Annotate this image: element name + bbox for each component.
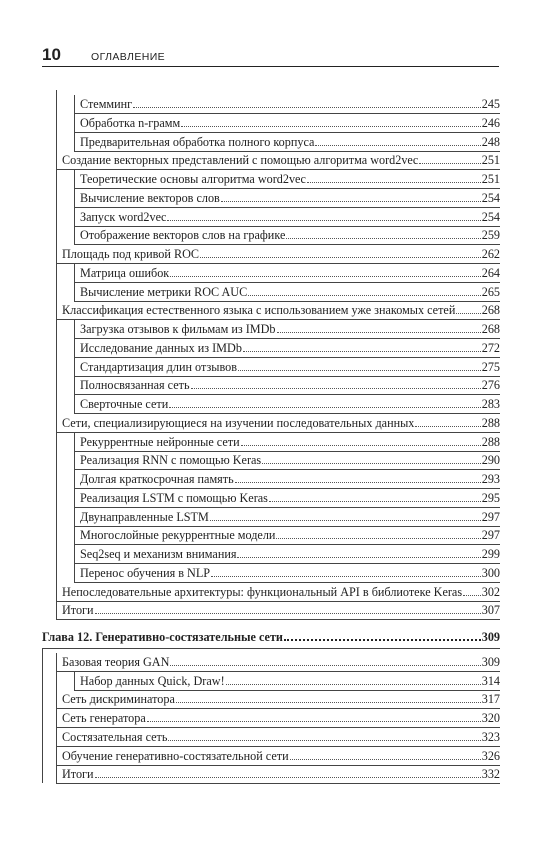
toc-entry-page: 300 <box>481 565 500 580</box>
dot-leader <box>167 219 480 221</box>
toc-entry-page: 248 <box>481 134 500 149</box>
toc-entry <box>62 584 500 600</box>
toc-entry-page: 307 <box>481 603 500 618</box>
tree-vertical-line <box>74 564 75 583</box>
dot-leader <box>276 537 480 539</box>
tree-vertical-line <box>42 648 43 783</box>
toc-entry <box>62 691 500 707</box>
toc-entry-title: Набор данных Quick, Draw! <box>80 673 225 688</box>
toc-entry-title: Матрица ошибок <box>80 265 170 280</box>
dot-leader <box>221 200 481 202</box>
dot-leader <box>235 481 481 483</box>
toc-entry-title: Сверточные сети <box>80 397 169 411</box>
tree-vertical-line <box>74 508 75 527</box>
tree-horizontal-line <box>74 488 500 489</box>
toc-entry-page: 251 <box>481 153 500 168</box>
dot-leader <box>95 612 481 614</box>
toc-entry <box>80 190 500 206</box>
toc-entry <box>80 115 500 131</box>
tree-horizontal-line <box>74 582 500 583</box>
toc-entry <box>80 546 500 562</box>
toc-entry-title: Сеть генератора <box>62 711 146 725</box>
tree-vertical-line <box>74 320 75 339</box>
tree-vertical-line <box>74 489 75 508</box>
toc-entry-title: Базовая теория GAN <box>62 654 170 669</box>
tree-vertical-line <box>74 95 75 114</box>
page-header <box>42 46 499 67</box>
toc-entry-page: 283 <box>481 397 500 411</box>
toc-entry <box>80 134 500 150</box>
toc-entry-title: Реализация LSTM с помощью Keras <box>80 490 268 505</box>
tree-horizontal-line <box>74 151 500 152</box>
tree-vertical-line <box>74 170 75 189</box>
dot-leader <box>226 683 481 685</box>
tree-horizontal-line <box>74 563 500 564</box>
toc-entry-page: 259 <box>481 228 500 243</box>
toc-entry-page: 309 <box>481 654 500 669</box>
toc-entry-title: Сети, специализирующиеся на изучении последовательных данных <box>62 415 415 430</box>
dot-leader <box>415 425 480 427</box>
toc-entry-page: 295 <box>481 490 500 505</box>
dot-leader <box>284 638 481 641</box>
toc-entry-title: Площадь под кривой ROC <box>62 247 200 261</box>
tree-horizontal-line <box>56 169 500 170</box>
toc-entry-page: 297 <box>481 528 500 543</box>
tree-horizontal-line <box>56 319 500 320</box>
tree-vertical-line <box>74 395 75 414</box>
dot-leader <box>133 106 481 108</box>
toc-entry-title: Исследование данных из IMDb <box>80 340 242 355</box>
dot-leader <box>238 369 481 371</box>
toc-entry <box>62 654 500 670</box>
toc-entry-page: 264 <box>481 265 500 280</box>
tree-horizontal-line <box>56 746 500 747</box>
toc-entry-page: 297 <box>481 509 500 524</box>
dot-leader <box>191 387 481 389</box>
tree-vertical-line <box>74 433 75 452</box>
toc-entry-title: Долгая краткосрочная память <box>80 472 234 486</box>
dot-leader <box>269 500 481 502</box>
toc-entry-page: 251 <box>481 172 500 186</box>
toc-entry-title: Отображение векторов слов на графике <box>80 228 286 243</box>
running-head: ОГЛАВЛЕНИЕ <box>91 51 166 63</box>
toc-entry-title: Полносвязанная сеть <box>80 378 190 393</box>
toc-entry-page: 246 <box>481 115 500 130</box>
toc-entry-page: 288 <box>481 415 500 430</box>
toc-entry-title: Обучение генеративно-состязательной сети <box>62 748 289 763</box>
toc-entry-title: Сеть дискриминатора <box>62 692 175 707</box>
toc-entry <box>80 452 500 468</box>
toc-entry <box>80 209 500 225</box>
dot-leader <box>290 758 481 760</box>
toc-entry-title: Двунаправленные LSTM <box>80 509 209 524</box>
toc-entry <box>62 246 500 262</box>
tree-vertical-line <box>74 376 75 395</box>
toc-entry <box>62 152 500 168</box>
toc-entry <box>80 321 500 337</box>
toc-entry-title: Многослойные рекуррентные модели <box>80 528 276 543</box>
toc-entry-page: 276 <box>481 378 500 393</box>
dot-leader <box>168 739 480 741</box>
dot-leader <box>243 350 481 352</box>
toc-entry-title: Предварительная обработка полного корпуса <box>80 134 315 149</box>
dot-leader <box>237 556 480 558</box>
toc-entry-page: 262 <box>481 247 500 261</box>
toc-entry <box>80 396 500 412</box>
tree-vertical-line <box>74 226 75 245</box>
tree-horizontal-line <box>74 469 500 470</box>
tree-horizontal-line <box>74 526 500 527</box>
dot-leader <box>170 275 481 277</box>
toc-entry <box>80 265 500 281</box>
tree-horizontal-line <box>74 690 500 691</box>
toc-entry-title: Перенос обучения в NLP <box>80 565 211 580</box>
tree-horizontal-line <box>74 113 500 114</box>
toc-entry-page: 254 <box>481 209 500 224</box>
tree-horizontal-line <box>74 357 500 358</box>
toc-entry-title: Итоги <box>62 603 94 618</box>
toc-entry-title: Вычисление векторов слов <box>80 190 220 205</box>
dot-leader <box>419 162 480 164</box>
toc-entry <box>80 509 500 525</box>
tree-vertical-line <box>56 653 57 784</box>
tree-horizontal-line <box>42 648 500 649</box>
toc-entry-page: 265 <box>481 284 500 299</box>
tree-vertical-line <box>74 283 75 302</box>
toc-entry <box>80 565 500 581</box>
toc-entry <box>62 415 500 431</box>
dot-leader <box>307 181 481 183</box>
tree-horizontal-line <box>74 451 500 452</box>
toc-entry-title: Seq2seq и механизм внимания <box>80 547 237 561</box>
tree-horizontal-line <box>56 263 500 264</box>
dot-leader <box>463 594 481 596</box>
dot-leader <box>277 331 481 333</box>
tree-horizontal-line <box>56 727 500 728</box>
dot-leader <box>211 575 481 577</box>
toc-entry-title: Рекуррентные нейронные сети <box>80 434 240 449</box>
toc-entry-title: Загрузка отзывов к фильмам из IMDb <box>80 322 276 336</box>
toc-entry <box>80 96 500 112</box>
toc-entry-page: 268 <box>481 303 500 318</box>
toc-entry-page: 302 <box>481 584 500 599</box>
dot-leader <box>200 256 481 258</box>
toc-entry-title: Обработка n-грамм <box>80 115 181 130</box>
toc-entry-page: 268 <box>481 322 500 336</box>
tree-vertical-line <box>74 189 75 208</box>
dot-leader <box>286 237 480 239</box>
tree-horizontal-line <box>74 207 500 208</box>
toc-entry-page: 326 <box>481 748 500 763</box>
tree-horizontal-line <box>56 783 500 784</box>
toc-entry <box>80 359 500 375</box>
toc-entry <box>80 434 500 450</box>
tree-vertical-line <box>74 114 75 133</box>
tree-horizontal-line <box>74 544 500 545</box>
toc-entry <box>80 527 500 543</box>
toc-entry-page: 314 <box>481 673 500 688</box>
tree-vertical-line <box>74 133 75 152</box>
toc-entry <box>80 377 500 393</box>
dot-leader <box>456 312 480 314</box>
tree-horizontal-line <box>74 376 500 377</box>
toc-entry <box>62 729 500 745</box>
toc-entry <box>80 284 500 300</box>
toc-entry-page: 290 <box>481 453 500 468</box>
toc-entry-title: Непоследовательные архитектуры: функциональный API в библиотеке Keras <box>62 584 463 599</box>
toc-entry-page: 275 <box>481 359 500 374</box>
toc-entry <box>80 673 500 689</box>
toc-entry-title: Стемминг <box>80 97 133 111</box>
dot-leader <box>315 144 480 146</box>
tree-horizontal-line <box>74 301 500 302</box>
tree-horizontal-line <box>74 132 500 133</box>
toc-entry <box>80 340 500 356</box>
toc-entry-title: Глава 12. Генеративно-состязательные сети <box>42 630 283 644</box>
toc-entry-page: 288 <box>481 434 500 449</box>
tree-vertical-line <box>74 545 75 564</box>
toc-entry <box>62 748 500 764</box>
dot-leader <box>210 519 481 521</box>
dot-leader <box>170 664 480 666</box>
toc-entry-title: Стандартизация длин отзывов <box>80 359 237 374</box>
toc-entry <box>62 710 500 726</box>
tree-vertical-line <box>74 672 75 691</box>
toc-entry-page: 309 <box>481 630 500 644</box>
tree-horizontal-line <box>74 507 500 508</box>
toc-entry-title: Состязательная сеть <box>62 729 168 744</box>
dot-leader <box>147 720 481 722</box>
tree-horizontal-line <box>74 188 500 189</box>
toc-entry-title: Реализация RNN с помощью Keras <box>80 453 262 468</box>
tree-horizontal-line <box>56 708 500 709</box>
toc-entry-title: Классификация естественного языка с использованием уже знакомых сетей <box>62 303 456 318</box>
tree-vertical-line <box>74 339 75 358</box>
tree-horizontal-line <box>74 282 500 283</box>
toc-entry-title: Теоретические основы алгоритма word2vec <box>80 172 306 186</box>
dot-leader <box>169 406 481 408</box>
tree-horizontal-line <box>56 619 500 620</box>
dot-leader <box>248 294 480 296</box>
tree-horizontal-line <box>74 244 500 245</box>
tree-vertical-line <box>74 358 75 377</box>
toc-entry-page: 293 <box>481 472 500 486</box>
toc-entry-page: 299 <box>481 547 500 561</box>
toc-entry-page: 317 <box>481 692 500 707</box>
tree-horizontal-line <box>74 394 500 395</box>
toc-entry-page: 320 <box>481 711 500 725</box>
dot-leader <box>95 776 481 778</box>
toc-entry <box>62 766 500 782</box>
toc-entry-title: Создание векторных представлений с помощью алгоритма word2vec <box>62 153 419 168</box>
tree-vertical-line <box>74 264 75 283</box>
tree-horizontal-line <box>56 671 500 672</box>
tree-horizontal-line <box>74 338 500 339</box>
tree-vertical-line <box>74 470 75 489</box>
toc-chapter-entry <box>42 629 500 645</box>
toc-entry-page: 245 <box>481 97 500 111</box>
toc-entry <box>62 302 500 318</box>
toc-entry <box>80 171 500 187</box>
tree-horizontal-line <box>56 601 500 602</box>
page-number: 10 <box>42 45 61 64</box>
tree-vertical-line <box>74 208 75 227</box>
tree-horizontal-line <box>74 226 500 227</box>
dot-leader <box>181 125 480 127</box>
toc-entry-page: 323 <box>481 729 500 744</box>
toc-entry-title: Запуск word2vec <box>80 209 167 224</box>
tree-vertical-line <box>74 526 75 545</box>
tree-horizontal-line <box>74 413 500 414</box>
toc-entry-title: Вычисление метрики ROC AUC <box>80 284 248 299</box>
tree-vertical-line <box>74 451 75 470</box>
tree-horizontal-line <box>56 765 500 766</box>
toc-entry-page: 254 <box>481 190 500 205</box>
toc-entry-title: Итоги <box>62 767 94 782</box>
toc-entry <box>62 602 500 618</box>
toc-entry <box>80 471 500 487</box>
dot-leader <box>241 444 481 446</box>
toc-entry <box>80 227 500 243</box>
toc-entry-page: 332 <box>481 767 500 782</box>
toc-entry-page: 272 <box>481 340 500 355</box>
dot-leader <box>262 462 481 464</box>
toc-entry <box>80 490 500 506</box>
dot-leader <box>176 701 481 703</box>
tree-horizontal-line <box>56 432 500 433</box>
